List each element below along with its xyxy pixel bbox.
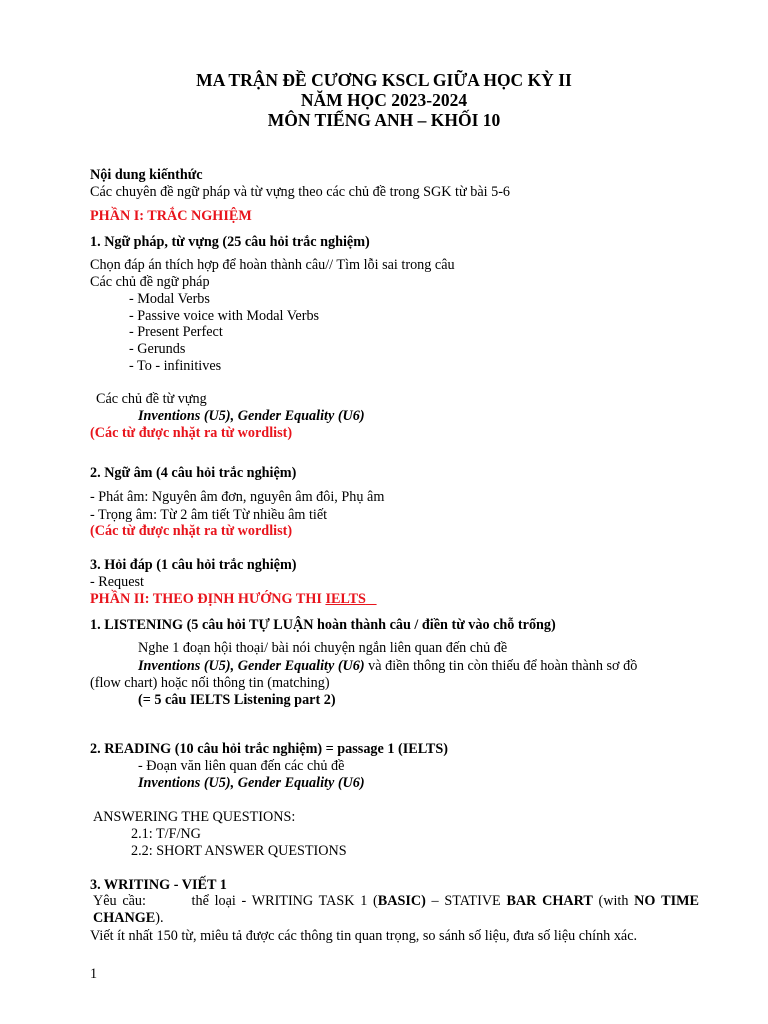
content-heading: Nội dung kiếnthức — [90, 167, 203, 183]
writing-no: NO — [634, 893, 656, 909]
content-description: Các chuyên đề ngữ pháp và từ vựng theo các chủ đề trong SGK từ bài 5-6 — [90, 184, 511, 200]
grammar-item: - Present Perfect — [129, 324, 223, 340]
listening-line-rest: và điền thông tin còn thiếu để hoàn thành sơ đồ — [364, 658, 638, 674]
page-number: 1 — [90, 966, 98, 982]
part2-title-ielts — [325, 591, 376, 607]
listening-topics: Inventions (U5), Gender Equality (U6) — [138, 658, 365, 674]
writing-end: ). — [155, 910, 164, 926]
reading-topics: Inventions (U5), Gender Equality (U6) — [138, 775, 365, 791]
question-type: 2.1: T/F/NG — [131, 826, 201, 842]
reading-heading: 2. READING (10 câu hỏi trắc nghiệm) = passage 1 (IELTS) — [90, 741, 448, 757]
writing-req-b: – STATIVE — [425, 893, 507, 909]
grammar-topics-label: Các chủ đề ngữ pháp — [90, 274, 210, 290]
writing-heading: 3. WRITING - VIẾT 1 — [90, 877, 227, 893]
listening-line: (flow chart) hoặc nối thông tin (matching) — [90, 675, 330, 691]
answering-label: ANSWERING THE QUESTIONS: — [93, 809, 296, 825]
part2-ielts-label: IELTS — [325, 591, 366, 607]
pronunciation-line: - Phát âm: Nguyên âm đơn, nguyên âm đôi, Phụ âm — [90, 489, 385, 505]
grammar-item: - To - infinitives — [129, 358, 222, 374]
grammar-item: - Modal Verbs — [129, 291, 210, 307]
qa-heading: 3. Hỏi đáp (1 câu hỏi trắc nghiệm) — [90, 557, 297, 573]
pronunciation-heading: 2. Ngữ âm (4 câu hỏi trắc nghiệm) — [90, 465, 297, 481]
grammar-item: - Passive voice with Modal Verbs — [129, 308, 320, 324]
document-title — [0, 70, 768, 130]
listening-note: (= 5 câu IELTS Listening part 2) — [138, 692, 336, 708]
writing-bar-chart: BAR CHART — [506, 893, 593, 909]
grammar-item: - Gerunds — [129, 341, 186, 357]
listening-line: Nghe 1 đoạn hội thoại/ bài nói chuyện ngắn liên quan đến chủ đề — [138, 640, 508, 656]
writing-req-c: (with — [592, 893, 635, 909]
stress-line: - Trọng âm: Từ 2 âm tiết Từ nhiều âm tiết — [90, 507, 328, 523]
writing-req-a: thể loại - WRITING TASK 1 ( — [191, 893, 378, 909]
title-line-3: MÔN TIẾNG ANH – KHỐI 10 — [267, 110, 501, 130]
title-line-1: MA TRẬN ĐỀ CƯƠNG KSCL GIỮA HỌC KỲ II — [196, 70, 572, 90]
listening-line — [138, 658, 637, 675]
wordlist-note: (Các từ được nhặt ra từ wordlist) — [90, 523, 293, 539]
writing-detail: Viết ít nhất 150 từ, miêu tả được các thông tin quan trọng, so sánh số liệu, đưa số liệu chính xác. — [90, 928, 638, 944]
writing-time-change: TIME CHANGE — [93, 893, 699, 926]
grammar-instruction: Chọn đáp án thích hợp để hoàn thành câu// Tìm lỗi sai trong câu — [90, 257, 455, 273]
vocab-topics-label: Các chủ đề từ vựng — [96, 391, 207, 407]
reading-line: - Đoạn văn liên quan đến các chủ đề — [138, 758, 345, 774]
grammar-vocab-heading: 1. Ngữ pháp, từ vựng (25 câu hỏi trắc nghiệm) — [90, 234, 370, 250]
vocab-topics: Inventions (U5), Gender Equality (U6) — [138, 408, 365, 424]
part2-title-prefix: PHẦN II: THEO ĐỊNH HƯỚNG THI — [90, 591, 326, 607]
part2-title — [90, 591, 377, 608]
part1-title: PHẦN I: TRẮC NGHIỆM — [90, 208, 252, 224]
title-line-2: NĂM HỌC 2023-2024 — [300, 90, 468, 110]
writing-requirement — [93, 893, 699, 927]
question-type: 2.2: SHORT ANSWER QUESTIONS — [131, 843, 347, 859]
writing-req-label: Yêu cầu: — [93, 893, 146, 909]
qa-line: - Request — [90, 574, 144, 590]
wordlist-note: (Các từ được nhặt ra từ wordlist) — [90, 425, 293, 441]
writing-basic: BASIC) — [377, 893, 426, 909]
listening-heading: 1. LISTENING (5 câu hỏi TỰ LUẬN hoàn thành câu / điền từ vào chỗ trống) — [90, 617, 556, 633]
